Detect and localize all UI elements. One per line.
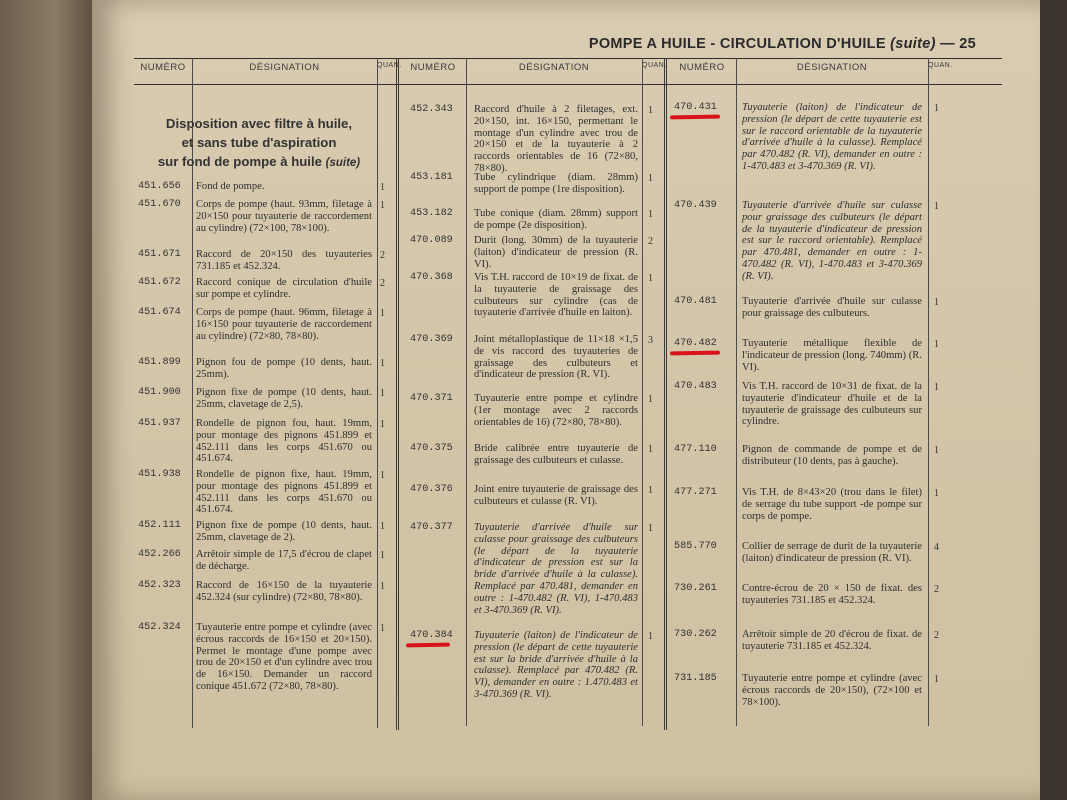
section-title-line3	[146, 152, 372, 173]
col2-part-number: 470.371	[410, 393, 453, 404]
table-top-rule	[134, 58, 1002, 59]
col1-designation: Pignon fixe de pompe (10 dents, haut. 25mm, clavetage de 2).	[196, 520, 372, 543]
col3-quantity: 2	[934, 630, 939, 641]
col1-part-number: 451.656	[138, 181, 181, 192]
col2-quantity: 1	[648, 273, 653, 284]
col3-designation: Tuyauterie entre pompe et cylindre (avec écrous raccords de 20×150), (72×100 et 78×100).	[742, 673, 922, 708]
col3-designation: Tuyauterie métallique flexible de l'indicateur de pression (long. 740mm) (R. VI).	[742, 338, 922, 373]
col1-quantity: 1	[380, 419, 385, 430]
col3-designation-header: DÉSIGNATION	[796, 62, 868, 73]
col2-qty-header: QUAN.	[642, 62, 667, 69]
col-divider-2	[664, 58, 667, 730]
col1-part-number: 451.671	[138, 249, 181, 260]
col3-designation: Tuyauterie d'arrivée d'huile sur culasse pour graissage des culbuteurs (le départ de la tuyauterie d'indicateur de pression est sur le raccord orientable). Remplacé par 470.481, demander en outre : 1-470.482 (R. VI), 1-470.483 et 3-470.369 (R. VI).	[742, 200, 922, 282]
col2-rule-a	[466, 58, 467, 726]
col1-designation: Corps de pompe (haut. 93mm, filetage à 20×150 pour tuyauterie de raccordement au cylindre) (72×100, 78×100).	[196, 199, 372, 234]
col2-quantity: 1	[648, 444, 653, 455]
col1-designation: Raccord de 16×150 de la tuyauterie 452.324 (sur cylindre) (72×80, 78×80).	[196, 580, 372, 603]
col3-rule-a	[736, 58, 737, 726]
col1-part-number: 451.672	[138, 277, 181, 288]
col3-quantity: 2	[934, 584, 939, 595]
col2-part-number: 470.368	[410, 272, 453, 283]
col1-quantity: 1	[380, 581, 385, 592]
header-suffix: (suite)	[890, 36, 936, 52]
col3-quantity: 1	[934, 674, 939, 685]
col2-designation: Tube conique (diam. 28mm) support de pompe (2e disposition).	[474, 208, 638, 231]
col2-part-number: 470.089	[410, 235, 453, 246]
col1-part-number: 451.674	[138, 307, 181, 318]
col3-quantity: 1	[934, 339, 939, 350]
col3-designation: Collier de serrage de durit de la tuyauterie (laiton) d'indicateur de pression (R. VI).	[742, 541, 922, 564]
section-title-line1: Disposition avec filtre à huile,	[165, 116, 353, 131]
col3-designation: Tuyauterie (laiton) de l'indicateur de pression (le départ de cette tuyauterie est sur le raccord orientable de la tuyauterie d'arrivée d'huile à la culasse). Remplacé par 470.482 (R. VI), demander en outre : 1-470.483 et 3-470.369 (R. VI).	[742, 102, 922, 172]
col2-part-number: 453.182	[410, 208, 453, 219]
col1-part-number: 452.324	[138, 622, 181, 633]
col1-quantity: 2	[380, 250, 385, 261]
col1-quantity: 1	[380, 623, 385, 634]
col3-part-number: 477.110	[674, 444, 717, 455]
col1-designation: Rondelle de pignon fixe, haut. 19mm, pour montage des pignons 451.899 et 452.111 dans les corps 451.670 ou 451.674.	[196, 469, 372, 516]
col-divider-1	[396, 58, 399, 730]
col3-quantity: 1	[934, 103, 939, 114]
col1-part-number: 451.670	[138, 199, 181, 210]
col1-quantity: 1	[380, 550, 385, 561]
col2-designation: Tuyauterie entre pompe et cylindre (1er montage avec 2 raccords orientables de 16) (72×80, 78×80).	[474, 393, 638, 428]
col2-part-number: 470.376	[410, 484, 453, 495]
col3-designation: Contre-écrou de 20 × 150 de fixat. des tuyauteries 731.185 et 452.324.	[742, 583, 922, 606]
col1-designation: Tuyauterie entre pompe et cylindre (avec écrous raccords de 16×150 et 20×150). Permet le montage d'une pompe avec trou de 20×150 et d'un cylindre avec trou de 16×150. Demander un raccord conique 451.672 (72×80, 78×80).	[196, 622, 372, 692]
col2-quantity: 1	[648, 523, 653, 534]
col2-designation: Bride calibrée entre tuyauterie de graissage des culbuteurs et culasse.	[474, 443, 638, 466]
col2-designation: Tuyauterie d'arrivée d'huile sur culasse pour graissage des culbuteurs (le départ de la tuyauterie d'indicateur de pression est sur la bride d'arrivée d'huile à la culasse). Remplacé par 470.481, demander en outre : 1-470.482 (R. VI), 1-470.483 et 3-470.369 (R. VI).	[474, 522, 638, 616]
col3-designation: Arrêtoir simple de 20 d'écrou de fixat. de tuyauterie 731.185 et 452.324.	[742, 629, 922, 652]
col2-quantity: 1	[648, 209, 653, 220]
catalog-page	[92, 0, 1040, 800]
col2-designation: Tube cylindrique (diam. 28mm) support de pompe (1re disposition).	[474, 172, 638, 195]
col1-designation: Raccord de 20×150 des tuyauteries 731.185 et 452.324.	[196, 249, 372, 272]
col2-quantity: 1	[648, 631, 653, 642]
col1-qty-header: QUAN.	[377, 62, 402, 69]
col3-quantity: 1	[934, 445, 939, 456]
col3-designation: Pignon de commande de pompe et de distributeur (10 dents, pas à gauche).	[742, 444, 922, 467]
red-underline-mark	[670, 351, 720, 356]
col3-quantity: 1	[934, 488, 939, 499]
col2-quantity: 1	[648, 485, 653, 496]
left-page-edge	[0, 0, 92, 800]
col2-designation: Vis T.H. raccord de 10×19 de fixat. de la tuyauterie de graissage des culbuteurs sur cylindre (cas de tuyauterie d'arrivée d'huile en laiton).	[474, 272, 638, 319]
col1-part-number: 451.938	[138, 469, 181, 480]
col3-rule-b	[928, 58, 929, 726]
col1-part-number: 451.899	[138, 357, 181, 368]
col3-part-number: 730.262	[674, 629, 717, 640]
col3-part-number: 731.185	[674, 673, 717, 684]
col1-part-number: 451.900	[138, 387, 181, 398]
header-title: POMPE A HUILE - CIRCULATION D'HUILE	[588, 36, 886, 52]
col1-quantity: 1	[380, 200, 385, 211]
col1-part-number: 452.111	[138, 520, 181, 531]
col2-part-number: 452.343	[410, 104, 453, 115]
col2-designation: Joint entre tuyauterie de graissage des culbuteurs et culasse (R. VI).	[474, 484, 638, 507]
table-header-rule	[134, 84, 1002, 85]
col2-part-number: 470.369	[410, 334, 453, 345]
col2-quantity: 1	[648, 105, 653, 116]
col2-part-number: 470.384	[410, 630, 453, 641]
col3-quantity: 1	[934, 201, 939, 212]
col3-part-number: 470.439	[674, 200, 717, 211]
col2-designation: Durit (long. 30mm) de la tuyauterie (laiton) d'indicateur de pression (R. VI).	[474, 235, 638, 270]
col1-part-number: 452.323	[138, 580, 181, 591]
col2-quantity: 2	[648, 236, 653, 247]
col1-rule-b	[377, 58, 378, 728]
col2-rule-b	[642, 58, 643, 726]
red-underline-mark	[406, 643, 450, 648]
section-title-line2: et sans tube d'aspiration	[181, 135, 337, 150]
page-header	[589, 36, 976, 52]
col2-part-number: 470.377	[410, 522, 453, 533]
col3-designation: Tuyauterie d'arrivée d'huile sur culasse pour graissage des culbuteurs.	[742, 296, 922, 319]
col1-designation: Pignon fou de pompe (10 dents, haut. 25mm).	[196, 357, 372, 380]
col3-part-number: 470.482	[674, 338, 717, 349]
col1-quantity: 1	[380, 470, 385, 481]
col1-designation: Arrêtoir simple de 17,5 d'écrou de clapet de décharge.	[196, 549, 372, 572]
col3-quantity: 1	[934, 382, 939, 393]
col3-quantity: 1	[934, 297, 939, 308]
col3-quantity: 4	[934, 542, 939, 553]
col1-numero-header: NUMÉRO	[140, 62, 186, 73]
red-underline-mark	[670, 115, 720, 120]
col1-designation-header: DÉSIGNATION	[249, 62, 320, 73]
col3-qty-header: QUAN.	[928, 62, 953, 69]
col3-part-number: 470.481	[674, 296, 717, 307]
page-number: 25	[959, 36, 976, 52]
col1-quantity: 1	[380, 521, 385, 532]
col1-part-number: 452.266	[138, 549, 181, 560]
col2-designation-header: DÉSIGNATION	[518, 62, 590, 73]
section-title	[146, 114, 372, 173]
col1-quantity: 1	[380, 182, 385, 193]
col1-quantity: 1	[380, 388, 385, 399]
col1-part-number: 451.937	[138, 418, 181, 429]
col1-quantity: 1	[380, 358, 385, 369]
col2-part-number: 470.375	[410, 443, 453, 454]
col1-quantity: 2	[380, 278, 385, 289]
col3-part-number: 470.483	[674, 381, 717, 392]
col1-designation: Raccord conique de circulation d'huile sur pompe et cylindre.	[196, 277, 372, 300]
col3-part-number: 585.770	[674, 541, 717, 552]
col3-designation: Vis T.H. raccord de 10×31 de fixat. de la tuyauterie d'indicateur d'huile et de la tuyauterie de graissage des culbuteurs sur cylindre.	[742, 381, 922, 428]
section-title-line3-text: sur fond de pompe à huile	[157, 154, 322, 169]
col1-designation: Pignon fixe de pompe (10 dents, haut. 25mm, clavetage de 2,5).	[196, 387, 372, 410]
col3-designation: Vis T.H. de 8×43×20 (trou dans le filet) de serrage du tube support -de pompe sur corps de pompe.	[742, 487, 922, 522]
col1-designation: Rondelle de pignon fou, haut. 19mm, pour montage des pignons 451.899 et 452.111 dans les corps 451.670 ou 451.674.	[196, 418, 372, 465]
col2-quantity: 1	[648, 173, 653, 184]
col3-part-number: 477.271	[674, 487, 717, 498]
section-title-suffix: (suite)	[325, 157, 361, 169]
col1-quantity: 1	[380, 308, 385, 319]
col2-quantity: 1	[648, 394, 653, 405]
col2-designation: Tuyauterie (laiton) de l'indicateur de pression (le départ de cette tuyauterie est sur la bride d'arrivée d'huile à la culasse). Remplacé par 470.482 (R. VI), demander en outre : 1.470.483 et 3-470.369 (R. VI).	[474, 630, 638, 700]
col1-designation: Fond de pompe.	[196, 181, 265, 192]
col2-quantity: 3	[648, 335, 653, 346]
header-separator: —	[940, 36, 955, 52]
col3-part-number: 470.431	[674, 102, 717, 113]
col1-designation: Corps de pompe (haut. 96mm, filetage à 16×150 pour tuyauterie de raccordement au cylindre) (72×80, 78×80).	[196, 307, 372, 342]
col2-designation: Joint métalloplastique de 11×18 ×1,5 de vis raccord des tuyauteries de graissage des culbuteurs et d'indicateur de pression (R. VI).	[474, 334, 638, 381]
col2-designation: Raccord d'huile à 2 filetages, ext. 20×150, int. 16×150, permettant le montage d'un cylindre avec trou de 20×150 et de la tuyauterie à 2 raccords orientables de 16 (72×80, 78×80).	[474, 104, 638, 174]
col3-numero-header: NUMÉRO	[679, 62, 725, 73]
col2-numero-header: NUMÉRO	[410, 62, 456, 73]
col2-part-number: 453.181	[410, 172, 453, 183]
col3-part-number: 730.261	[674, 583, 717, 594]
